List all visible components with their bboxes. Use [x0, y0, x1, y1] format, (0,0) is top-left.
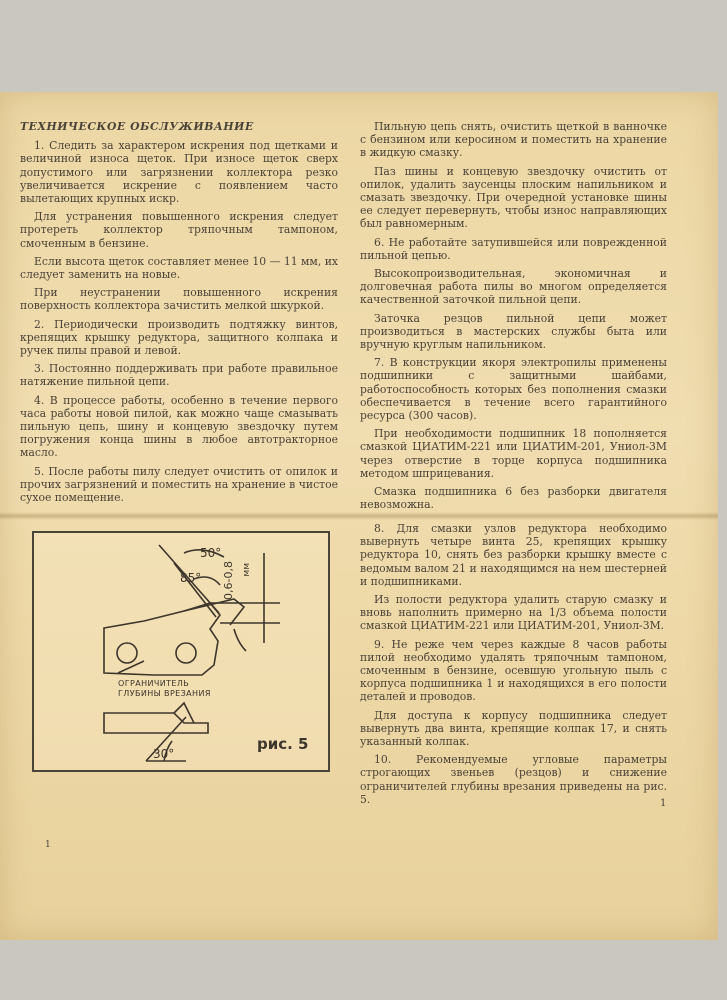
paragraph: Пильную цепь снять, очистить щеткой в ванночке с бензином или керосином и поместить на хранение в жидкую смазку.	[360, 120, 667, 160]
margin-mark: 1	[660, 798, 667, 809]
bottom-right-column	[360, 522, 667, 811]
paragraph: 6. Не работайте затупившейся или поврежденной пильной цепью.	[360, 235, 667, 262]
paragraph: Из полости редуктора удалить старую смазку и вновь наполнить примерно на 1/3 объема полости смазкой ЦИАТИМ-221 или ЦИАТИМ-201, Униол-3М.	[360, 593, 667, 633]
paragraph: Паз шины и концевую звездочку очистить от опилок, удалить заусенцы плоским напильником и смазать звездочку. При очередной установке шины ее следует перевернуть, чтобы износ направляющих был равномерным.	[360, 164, 667, 231]
paragraph: Высокопроизводительная, экономичная и долговечная работа пилы во многом определяется качественной заточкой пильной цепи.	[360, 267, 667, 307]
paragraph: Для доступа к корпусу подшипника следует вывернуть два винта, крепящие колпак 17, и снять указанный колпак.	[360, 708, 667, 749]
paragraph: 10. Рекомендуемые угловые параметры строгающих звеньев (резцов) и снижение ограничителей глубины врезания приведены на рис. 5.	[360, 753, 667, 806]
rivet-hole-right	[176, 643, 196, 663]
paragraph: 8. Для смазки узлов редуктора необходимо вывернуть четыре винта 25, крепящих крышку редуктора 10, снять без разборки крышку вместе с ведомым валом 21 и находящимся на нем шестерней и подшипниками.	[360, 522, 667, 588]
paragraph: 4. В процессе работы, особенно в течение первого часа работы новой пилой, как можно чаще смазывать пильную цепь, шину и концевую звездочку путем погружения конца шины в любое автотракторное масло.	[20, 393, 338, 460]
lower-cutter-view	[104, 713, 208, 733]
dimension-label: 0,6-0,8	[222, 561, 235, 600]
paragraph: 7. В конструкции якоря электропилы применены подшипники с защитными шайбами, работоспособность которых без пополнения смазки обеспечивается в течение всего гарантийного ресурса (300 часов).	[360, 356, 667, 423]
limiter-label-line2: ГЛУБИНЫ ВРЕЗАНИЯ	[118, 689, 211, 698]
angle-50-label: 50°	[200, 546, 222, 560]
paragraph: 5. После работы пилу следует очистить от опилок и прочих загрязнений и поместить на хранение в чистое сухое помещение.	[20, 464, 338, 505]
arc-right	[234, 629, 246, 651]
paragraph: При необходимости подшипник 18 пополняется смазкой ЦИАТИМ-221 или ЦИАТИМ-201, Униол-3М через отверстие в торце корпуса подшипника методом шприцевания.	[360, 427, 667, 480]
paragraph: 2. Периодически производить подтяжку винтов, крепящих крышку редуктора, защитного колпака и ручек пилы правой и левой.	[20, 317, 338, 358]
paragraph: 1. Следить за характером искрения под щетками и величиной износа щеток. При износе щеток сверх допустимого или загрязнении коллектора резко увеличивается искрение с появлением часто вылетающих крупных искр.	[20, 139, 338, 206]
figure-5	[32, 531, 330, 772]
paragraph: Смазка подшипника 6 без разборки двигателя невозможна.	[360, 485, 667, 512]
page-mark: 1	[45, 840, 51, 850]
limiter-label-line1: ОГРАНИЧИТЕЛЬ	[118, 679, 190, 688]
dimension-unit-label: мм	[242, 563, 252, 577]
figure-caption: рис. 5	[257, 735, 309, 753]
paragraph: Заточка резцов пильной цепи может производиться в мастерских службы быта или вручную круглым напильником.	[360, 311, 667, 352]
angle-85-label: 85°	[180, 571, 202, 585]
rivet-hole-left	[117, 643, 137, 663]
top-left-column	[20, 120, 338, 509]
section-heading: ТЕХНИЧЕСКОЕ ОБСЛУЖИВАНИЕ	[20, 120, 254, 133]
paragraph: 3. Постоянно поддерживать при работе правильное натяжение пильной цепи.	[20, 362, 338, 389]
angle-30-label: 30°	[153, 747, 175, 761]
paragraph: 9. Не реже чем через каждые 8 часов работы пилой необходимо удалять тряпочным тампоном, смоченным в бензине, осевшую угольную пыль с корпуса подшипника 1 и находящихся в его полости деталей и проводов.	[360, 637, 667, 704]
paragraph: Если высота щеток составляет менее 10 — 11 мм, их следует заменить на новые.	[20, 254, 338, 282]
paragraph: При неустранении повышенного искрения поверхность коллектора зачистить мелкой шкуркой.	[20, 286, 338, 313]
paragraph: Для устранения повышенного искрения следует протереть коллектор тряпочным тампоном, смоченным в бензине.	[20, 210, 338, 250]
top-right-column	[360, 120, 667, 516]
chain-link-outline	[104, 603, 220, 675]
